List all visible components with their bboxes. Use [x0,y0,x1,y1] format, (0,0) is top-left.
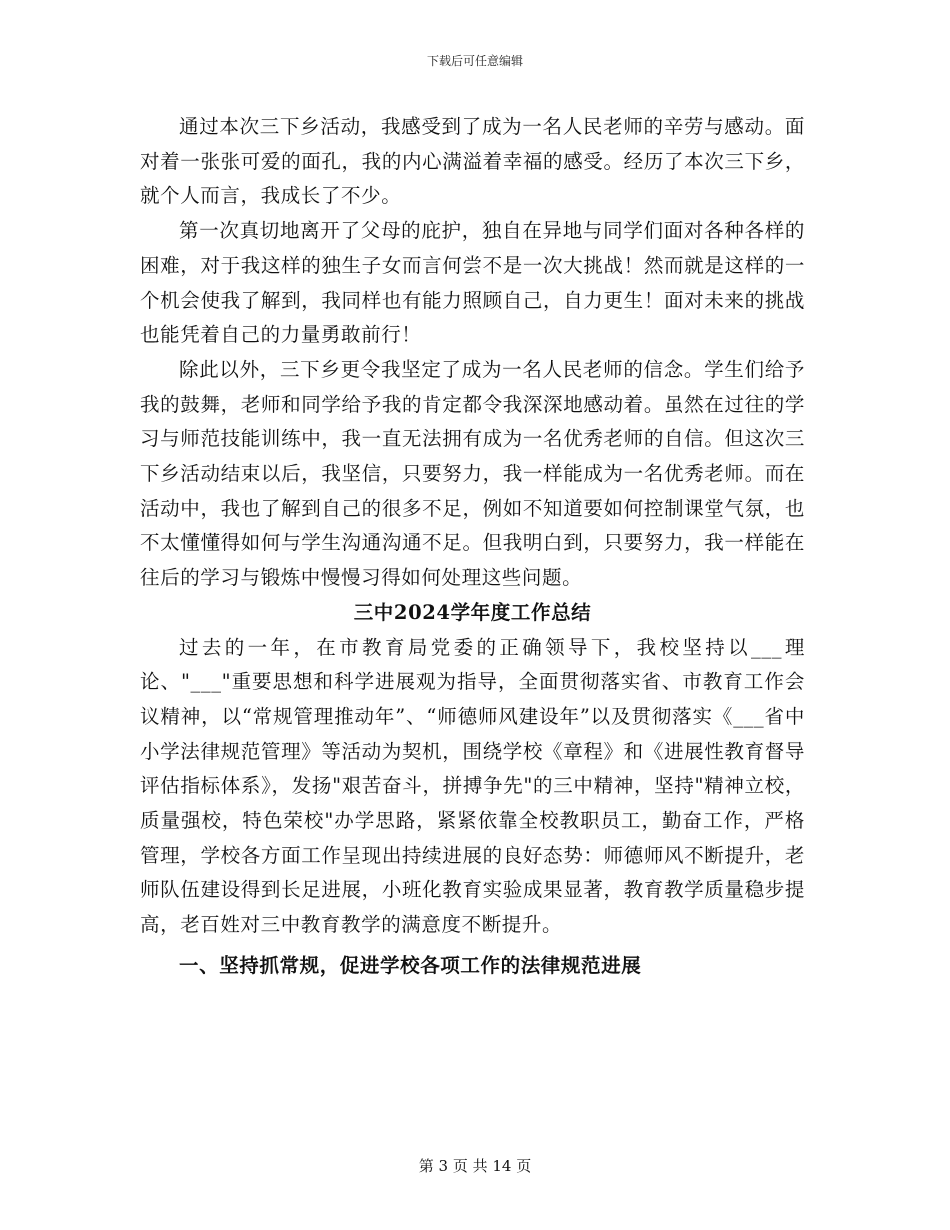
document-title: 三中2024学年度工作总结 [353,600,592,624]
paragraph-summary-intro: 过去的一年，在市教育局党委的正确领导下，我校坚持以___理论、"___"重要思想和科学进展观为指导，全面贯彻落实省、市教育工作会议精神，以“常规管理推动年”、“师德师风建设年”以及贯彻落实《___省中小学法律规范管理》等活动为契机，围绕学校《章程》和《进展性教育督导评估指标体系》，发扬"艰苦奋斗，拼搏争先"的三中精神，坚持"精神立校，质量强校，特色荣校"办学思路，紧紧依靠全校教职员工，勤奋工作，严格管理，学校各方面工作呈现出持续进展的良好态势：师德师风不断提升，老师队伍建设得到长足进展，小班化教育实验成果显著，教育教学质量稳步提高，老百姓对三中教育教学的满意度不断提升。 [140,635,805,937]
page-number: 第 3 页 共 14 页 [418,1157,532,1175]
section-heading-1: 一、坚持抓常规，促进学校各项工作的法律规范进展 [179,953,642,977]
paragraph-reflection-2: 第一次真切地离开了父母的庇护，独自在异地与同学们面对各种各样的困难，对于我这样的独生子女而言何尝不是一次大挑战！然而就是这样的一个机会使我了解到，我同样也有能力照顾自己，自力更生！面对未来的挑战也能凭着自己的力量勇敢前行！ [140,219,805,347]
document-body [140,110,805,984]
paragraph-reflection-3: 除此以外，三下乡更令我坚定了成为一名人民老师的信念。学生们给予我的鼓舞，老师和同学给予我的肯定都令我深深地感动着。虽然在过往的学习与师范技能训练中，我一直无法拥有成为一名优秀老师的自信。但这次三下乡活动结束以后，我坚信，只要努力，我一样能成为一名优秀老师。而在活动中，我也了解到自己的很多不足，例如不知道要如何控制课堂气氛，也不太懂懂得如何与学生沟通沟通不足。但我明白到，只要努力，我一样能在往后的学习与锻炼中慢慢习得如何处理这些问题。 [140,357,805,590]
paragraph-reflection-1: 通过本次三下乡活动，我感受到了成为一名人民老师的辛劳与感动。面对着一张张可爱的面孔，我的内心满溢着幸福的感受。经历了本次三下乡，就个人而言，我成长了不少。 [140,115,805,208]
page-header-note: 下载后可任意编辑 [426,54,523,68]
